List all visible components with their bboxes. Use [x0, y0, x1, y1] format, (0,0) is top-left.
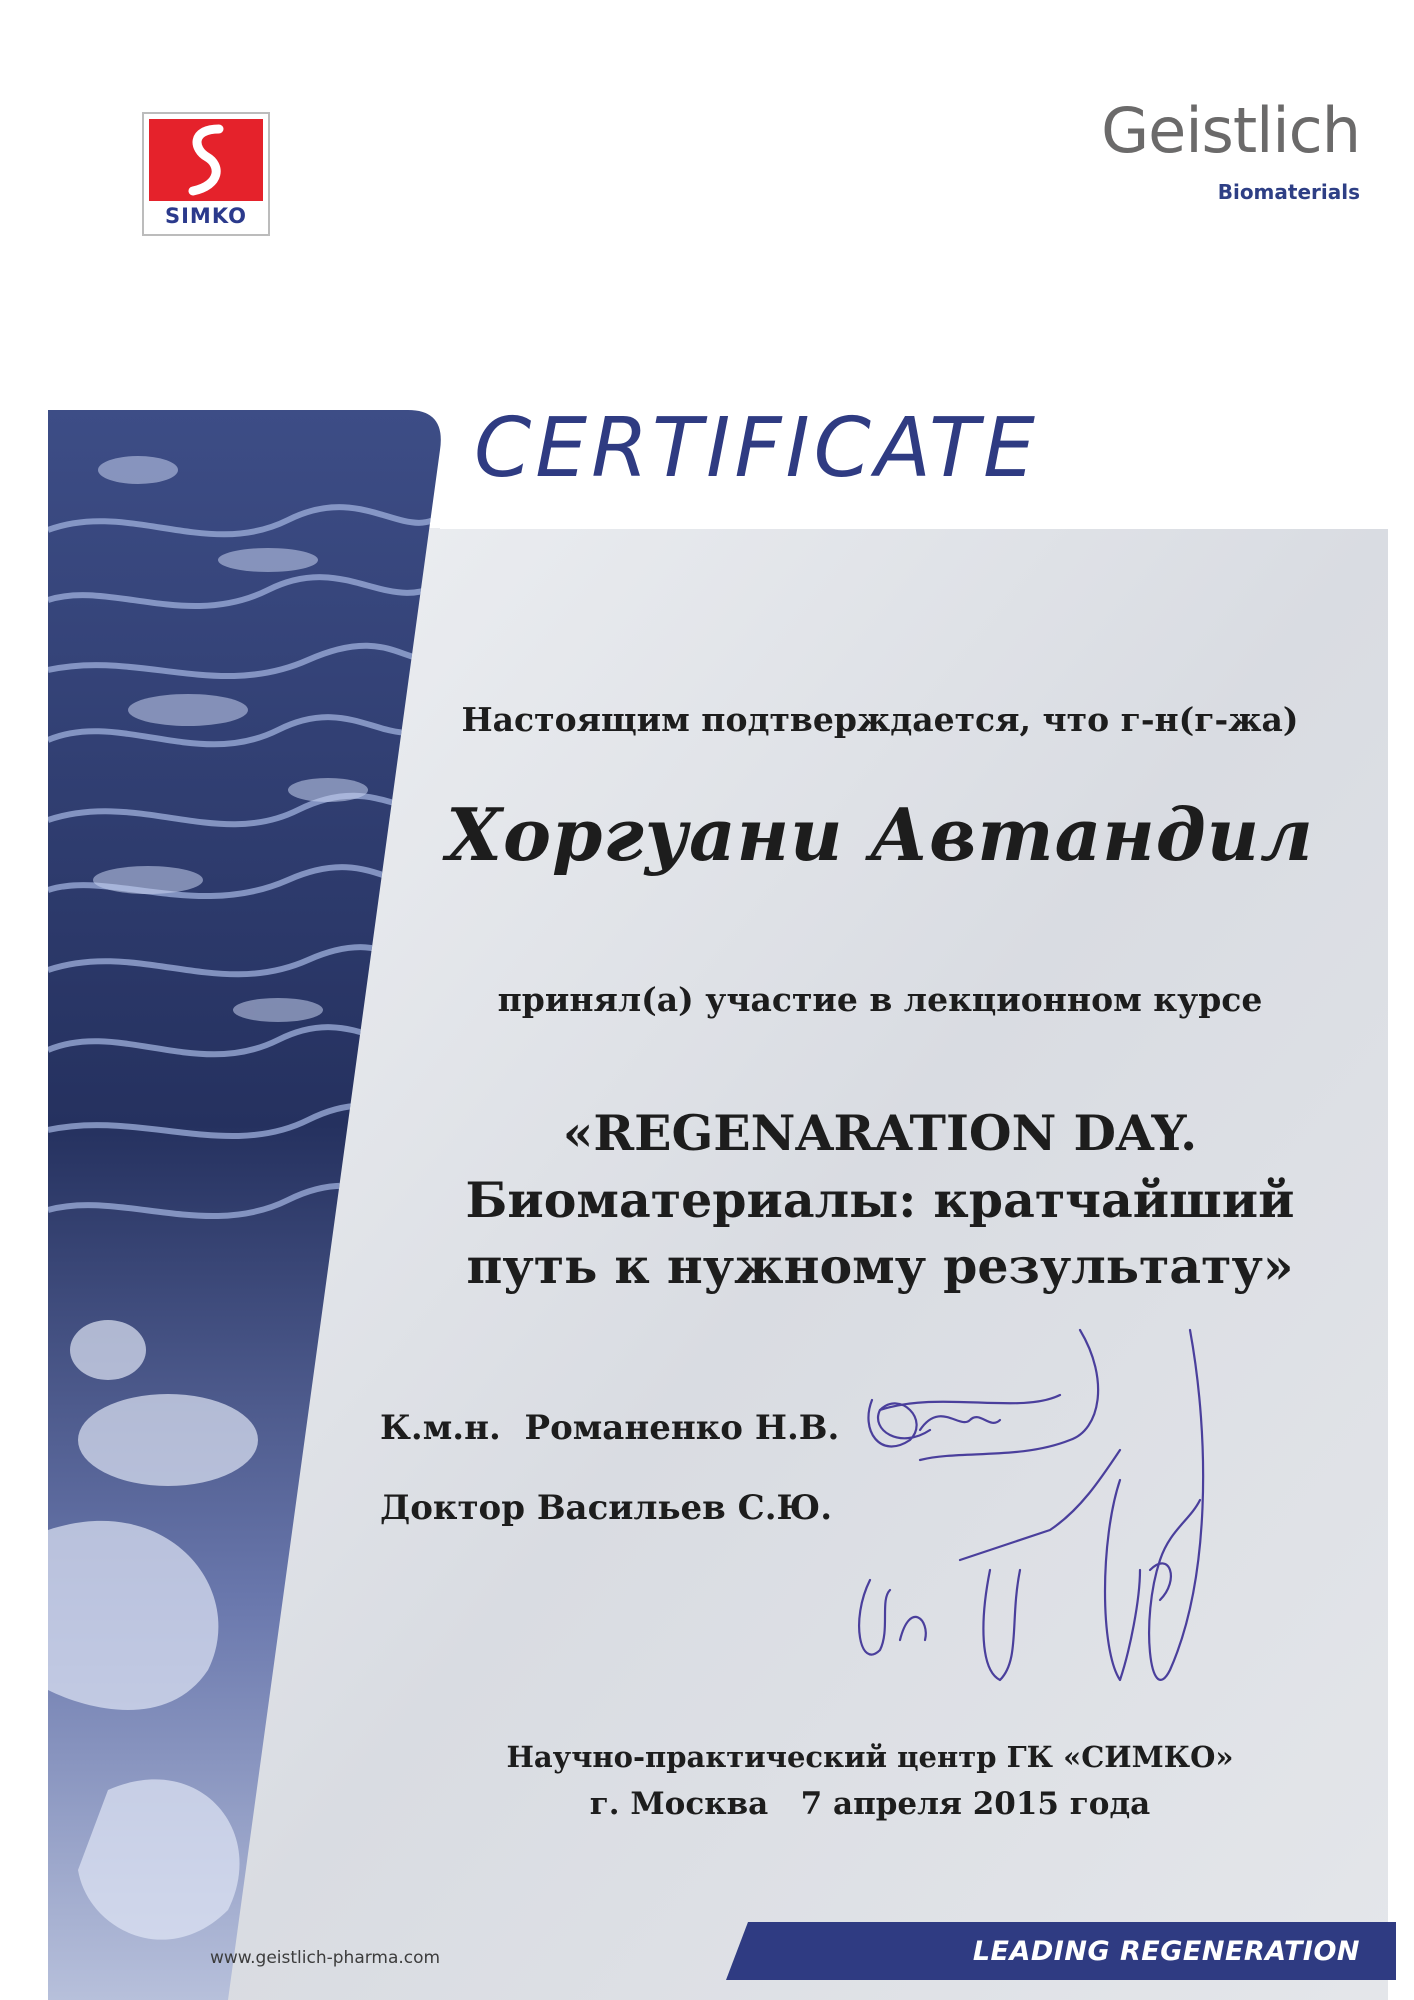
place-and-date: г. Москва 7 апреля 2015 года: [589, 1786, 1151, 1822]
geistlich-logo: Geistlich: [1101, 94, 1360, 167]
confirmation-text: Настоящим подтверждается, что г-н(г-жа): [461, 700, 1299, 739]
lecturer-romanenko: К.м.н. Романенко Н.В.: [380, 1408, 840, 1448]
signature-romanenko: [868, 1330, 1098, 1460]
lecturer-vasiliev: Доктор Васильев С.Ю.: [380, 1488, 833, 1528]
geistlich-logo-subtitle: Biomaterials: [1217, 180, 1360, 204]
simko-s-mark: [149, 119, 263, 201]
participation-text: принял(а) участие в лекционном курсе: [497, 980, 1263, 1019]
signatures: [820, 1320, 1240, 1730]
recipient-name: Хоргуани Автандил: [446, 792, 1314, 877]
course-title: «REGENARATION DAY. Биоматериалы: кратчайший путь к нужному результату»: [465, 1104, 1295, 1296]
simko-logo: [142, 112, 270, 236]
organizer-text: Научно-практический центр ГК «СИМКО»: [506, 1740, 1234, 1774]
website-link[interactable]: www.geistlich-pharma.com: [210, 1948, 441, 1968]
signature-vasiliev: [859, 1330, 1203, 1680]
certificate-title: CERTIFICATE: [474, 401, 1039, 496]
simko-logo-text: SIMKO: [164, 204, 248, 228]
footer-slogan: LEADING REGENERATION: [972, 1936, 1360, 1967]
